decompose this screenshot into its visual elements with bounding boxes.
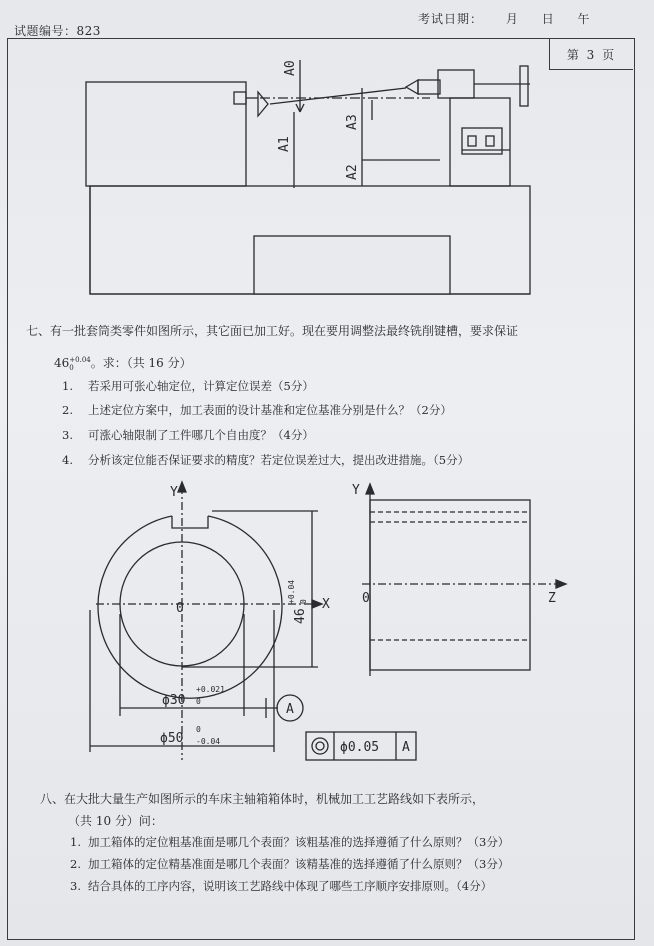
date-day: 日 (541, 12, 555, 26)
label-a1: A1 (277, 136, 292, 152)
q8-item-1: 1. 加工箱体的定位粗基准面是哪几个表面？该粗基准的选择遵循了什么原则？（3分） (70, 835, 510, 849)
dim-50-tol-low: -0.04 (196, 737, 221, 746)
right-origin: 0 (362, 591, 370, 606)
q7-item-2: 2. 上述定位方案中，加工表面的设计基准和定位基准分别是什么？（2分） (62, 403, 452, 417)
date-month: 月 (505, 12, 519, 26)
dim-50-label: ϕ50 (160, 731, 184, 746)
question-7-line1: 七、有一批套筒类零件如图所示，其它面已加工好。现在要用调整法最终铣削键槽，要求保证 (26, 324, 519, 338)
tolerance-datum: A (402, 740, 410, 755)
dim-30-tol: +0.021 (196, 685, 225, 694)
question-8-line1: 八、在大批大量生产如图所示的车床主轴箱箱体时，机械加工工艺路线如下表所示， (40, 792, 485, 806)
datum-label: A (286, 702, 294, 717)
dim-46: 46 (54, 356, 70, 370)
dim-46-tol-low: 0 (299, 599, 308, 604)
left-axis-x: X (322, 597, 330, 612)
q7-item-1: 1. 若采用可张心轴定位，计算定位误差（5分） (62, 379, 314, 393)
label-a3: A3 (345, 114, 360, 130)
date-noon: 午 (577, 12, 591, 26)
q7-item-3: 3. 可涨心轴限制了工件哪几个自由度？（4分） (62, 428, 314, 442)
dim-46-upper: +0.04 (69, 355, 91, 364)
question-8-line2: （共 10 分）问： (68, 814, 163, 828)
dim-30-label: ϕ30 (162, 693, 186, 708)
dim-46-lower: 0 (69, 363, 74, 372)
right-axis-z: Z (548, 591, 556, 606)
tolerance-value: ϕ0.05 (340, 740, 380, 755)
label-a0: A0 (283, 60, 298, 76)
dim-46-tol: +0.04 (287, 579, 296, 604)
question-7-rest: 。求：（共 16 分） (90, 356, 192, 370)
label-a2: A2 (345, 164, 360, 180)
sleeve-side-view (370, 500, 530, 670)
dim-50-tol-up: 0 (196, 725, 201, 734)
date-label: 考试日期： (418, 12, 484, 26)
left-origin: 0 (176, 601, 184, 616)
q8-item-3: 3. 结合具体的工序内容，说明该工艺路线中体现了哪些工序顺序安排原则。（4分） (70, 879, 493, 893)
q8-item-2: 2. 加工箱体的定位精基准面是哪几个表面？该精基准的选择遵循了什么原则？（3分） (70, 857, 510, 871)
q7-item-4: 4. 分析该定位能否保证要求的精度？若定位误差过大，提出改进措施。（5分） (62, 453, 470, 467)
outer-circle (98, 516, 282, 698)
dim-46-label: 46 (293, 608, 308, 624)
page-number: 第 3 页 (549, 39, 633, 70)
dim-30-tol-low: 0 (196, 697, 201, 706)
left-axis-y: Y (170, 485, 178, 500)
right-axis-y: Y (352, 483, 360, 498)
exam-code: 试题编号：823 (14, 24, 101, 38)
